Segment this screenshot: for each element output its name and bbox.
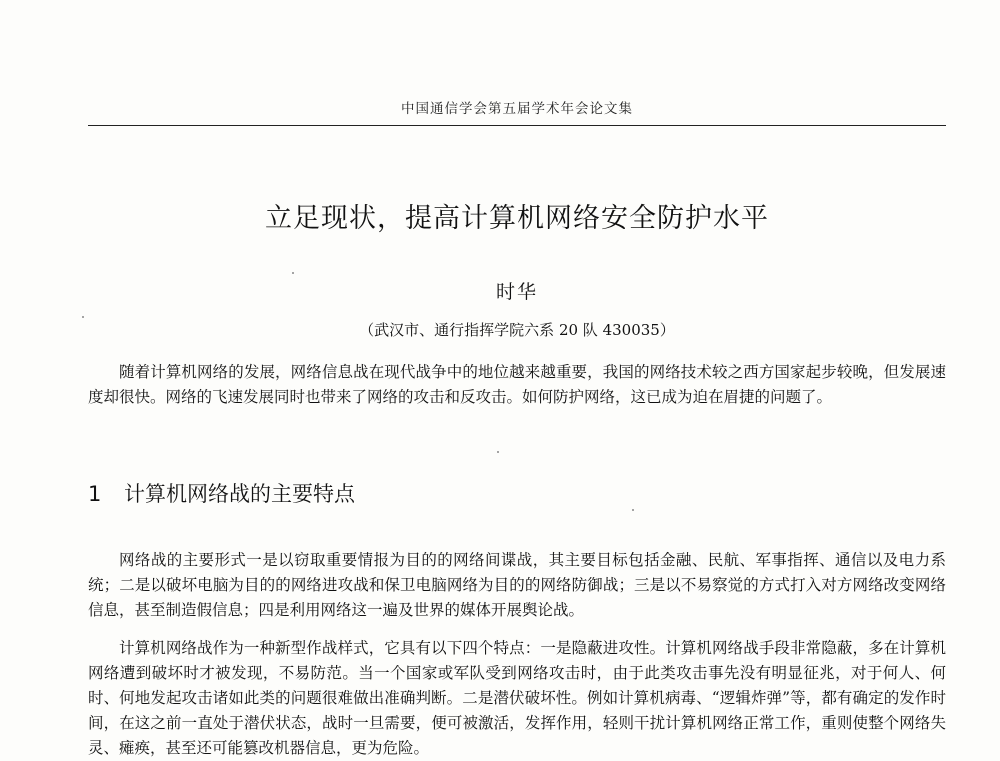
section-paragraph-2: 计算机网络战作为一种新型作战样式，它具有以下四个特点：一是隐蔽进攻性。计算机网络战手段非常隐蔽，多在计算机网络遭到破坏时才被发现，不易防范。当一个国家或军队受到网络攻击时，由于此类攻击事先没有明显征兆，对于何人、何时、何地发起攻击诸如此类的问题很难做出准确判断。二是潜伏破坏性。例如计算机病毒、“逻辑炸弹”等，都有确定的发作时间，在这之前一直处于潜伏状态，战时一旦需要，便可被激活，发挥作用，轻则干扰计算机网络正常工作，重则使整个网络失灵、瘫痪，甚至还可能篡改机器信息，更为危险。 xyxy=(88,639,946,757)
scan-speck xyxy=(632,509,634,511)
section-title: 计算机网络战的主要特点 xyxy=(124,482,355,506)
section-paragraph-1: 网络战的主要形式一是以窃取重要情报为目的的网络间谍战，其主要目标包括金融、民航、军事指挥、通信以及电力系统；二是以破坏电脑为目的的网络进攻战和保卫电脑网络为目的的网络防御战；三是以不易察觉的方式打入对方网络改变网络信息，甚至制造假信息；四是利用网络这一遍及世界的媒体开展舆论战。 xyxy=(88,551,946,619)
author-name: 时华 xyxy=(495,281,538,303)
header-rule xyxy=(88,125,946,126)
scan-speck xyxy=(292,272,294,274)
section-number: 1 xyxy=(88,482,102,506)
scan-speck xyxy=(497,451,499,453)
running-head: 中国通信学会第五届学术年会论文集 xyxy=(401,101,633,117)
scan-speck xyxy=(82,316,84,318)
paper-title: 立足现状，提高计算机网络安全防护水平 xyxy=(265,203,769,234)
section-heading xyxy=(88,478,946,508)
intro-paragraph: 随着计算机网络的发展，网络信息战在现代战争中的地位越来越重要，我国的网络技术较之西方国家起步较晚，但发展速度却很快。网络的飞速发展同时也带来了网络的攻击和反攻击。如何防护网络，这已成为迫在眉捷的问题了。 xyxy=(88,363,946,406)
author-affiliation: （武汉市、通行指挥学院六系 20 队 430035） xyxy=(359,321,675,339)
